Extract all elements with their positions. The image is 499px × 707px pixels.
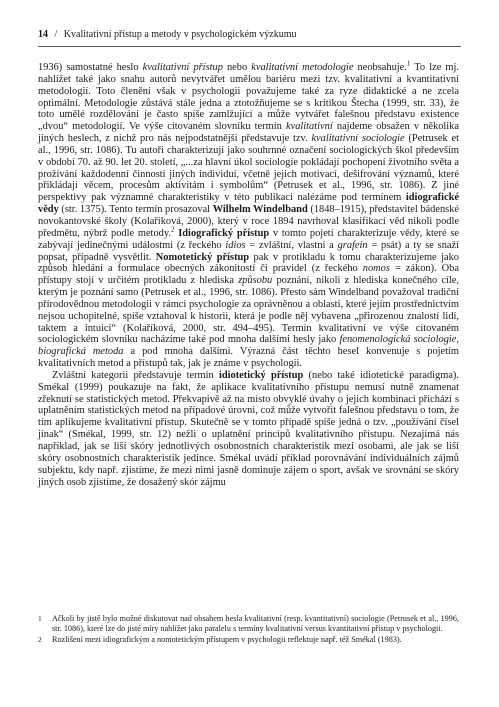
footnote-text: Rozlišení mezi idiografickým a nomotetickým přístupem v psychologii reflektuje např. též Smékal (1983). — [52, 635, 402, 645]
text-run: (1848–1915), představitel bádenské novokantovské školy (Kolaříková, 2000), který v roce 1894 navrhoval klasifikaci věd nikoli podle předmětu, nýbrž podle metody. — [38, 204, 460, 239]
text-run: (nebo také idiotetické paradigma). Smékal (1999) poukazuje na fakt, že aplikace kvalitativního přístupu nemusí nutně znamenat zřeknutí se statistických metod. Překvapivě až na místo obvyklé úvahy o jejich kombinaci přichází s uplatněním statistických metod na případové úrovni, což může vytvořit falešnou představu o tom, že tím aplikujeme kvalitativní přístup. Skutečně se v tomto případě spíše jedná o tzv. „používání čísel jinak“ (Smékal, 1999, str. 12) nežli o uplatnění principů kvalitativního přístupu. Nezajímá nás například, jak se liší skóry jednotlivých osobnostních charakteristik mezi osobami, ale jak se liší skóry osobnostních charakteristik jedince. Smékal uvádí příklad porovnávání individuálních zájmů subjektu, kdy např. zjistíme, že mezi nimi jasně dominuje zájem o sport, avšak ve srovnání se skóry jiných osob zjistíme, že dosažený skór zájmu — [38, 369, 459, 488]
text-run: neobsahuje. — [353, 62, 407, 73]
text-run: pak v protikladu k tomu charakterizujeme jako způsob hledání a formulace obecných zákonitostí či pravidel (z řeckého — [38, 251, 459, 275]
body-paragraph — [38, 59, 460, 370]
footnote-ref: 2 — [170, 225, 175, 234]
text-run: Zvláštní kategorii představuje termín — [52, 369, 219, 381]
header-separator: / — [54, 29, 58, 40]
body-text — [38, 59, 460, 488]
bold-term: idiografické vědy — [38, 192, 459, 216]
italic-term: způsobu — [238, 275, 273, 287]
text-run: (str. 1375). Tento termín prosazoval — [58, 204, 213, 216]
text-run: v tomto pojetí charakterizuje vědy, které se zabývají jedinečnými událostmi (z řeckého — [38, 227, 460, 251]
italic-term: grafein — [337, 239, 368, 251]
text-run: = zvláštní, vlastní a — [245, 239, 338, 251]
footnote — [38, 614, 459, 633]
text-run: = psát) a ty se snaží popsat, případně vysvětlit. — [38, 239, 460, 263]
italic-term: idios — [225, 239, 246, 251]
text-run: 1936) samostatné heslo — [38, 62, 143, 73]
italic-term: fenomenologická sociologie — [339, 334, 457, 346]
footnote-mark: 2 — [38, 635, 42, 645]
text-run: (Petrusek et al., 1996, str. 1086). Tu autoři charakterizují jako souhrnné označení sociologických škol především v období 70. až 90. let 20. století, „...za hlavní úkol sociologie pokládají pochopení životního světa a prožívání každodenní činnosti jiných individuí, včetně jejich motivací, dešifrování významů, které přikládají věcem, procesům aktivitám i symbolům“ (Petrusek et al., 1996, str. 1086). Z jiné perspektivy pak významné charakteristiky v této publikaci nalézáme pod termínem — [38, 133, 459, 204]
footnotes — [38, 614, 459, 647]
text-run: a pod mnoha dalšími. Výrazná část těchto hesel konvenuje s pojetím kvalitativních metod a přístupů tak, jak je známe v psychologii. — [38, 346, 459, 370]
text-run: najdeme obsažen v několika jiných heslech, z nichž pro nás nejpodstatnější představuje tzv. — [38, 121, 459, 145]
text-run: nebo — [222, 62, 252, 73]
text-run: = zákon). Oba přístupy stojí v určitém protikladu z hlediska — [38, 263, 459, 287]
text-run: To lze mj. nahlížet také jako snahu autorů nevytvářet umělou bariéru mezi tzv. kvalitativní a kvantitativní metodologií. Toto členění však v psychologii považujeme také za ryze didaktické a ne zcela optimální. Metodologie zůstává stále jedna a ztotožňujeme se s kritikou Štecha (1999, str. 33), že toto umělé rozdělování je často spíše zamlžující a může vytvářet falešnou představu existence „dvou“ metodologií. Ve výše citovaném slovníku termín — [38, 62, 459, 133]
italic-term: kvalitativní metodologie — [251, 62, 354, 73]
text-run: , — [456, 334, 459, 346]
italic-term: kvalitativní sociologie — [311, 133, 405, 145]
italic-term: biografická metoda — [38, 346, 124, 358]
italic-term: nomos — [362, 263, 390, 275]
page-number: 14 — [38, 29, 48, 40]
italic-term: kvalitativní — [285, 121, 333, 133]
bold-term: Wilhelm Windelband — [212, 204, 308, 216]
bold-term: Idiografický přístup — [178, 227, 270, 239]
bold-term: idiotetický přístup — [218, 369, 304, 381]
header-rule — [38, 46, 461, 47]
footnote-text: Ačkoli by jistě bylo možné diskutovat nad obsahem hesla kvalitativní (resp. kvantitativní) sociologie (Petrusek et al., 1996, str. 1086), které lze do jisté míry nahlížet jako paralelu s termíny kvalitativní versus kvantitativní přístup v psychologii. — [52, 614, 459, 633]
italic-term: kvalitativní přístup — [142, 62, 223, 73]
running-title: Kvalitativní přístup a metody v psychologickém výzkumu — [63, 29, 297, 40]
bold-term: Nomotetický přístup — [155, 251, 250, 263]
footnote — [38, 635, 459, 645]
footnote-mark: 1 — [38, 614, 42, 623]
footnote-ref: 1 — [406, 59, 411, 68]
running-header — [38, 29, 461, 41]
body-paragraph — [38, 370, 459, 488]
text-run: poznání, nikoli z hlediska konečného cíle, kterým je poznání samo (Petrusek et al., 1996, str. 1086). Přesto sám Windelband považoval tradiční přírodovědnou metodologii v rámci psychologie za oprávněnou a oblasti, které jejím prostřednictvím nejsou uchopitelné, spíše vztahoval k historii, která je podle něj vybavena „přirozenou znalostí lidí, taktem a intuicí“ (Kolaříková, 2000, str. 494–495). Termín kvalitativní ve výše citovaném sociologickém slovníku nacházíme také pod mnoha dalšími hesly jako — [38, 275, 459, 346]
